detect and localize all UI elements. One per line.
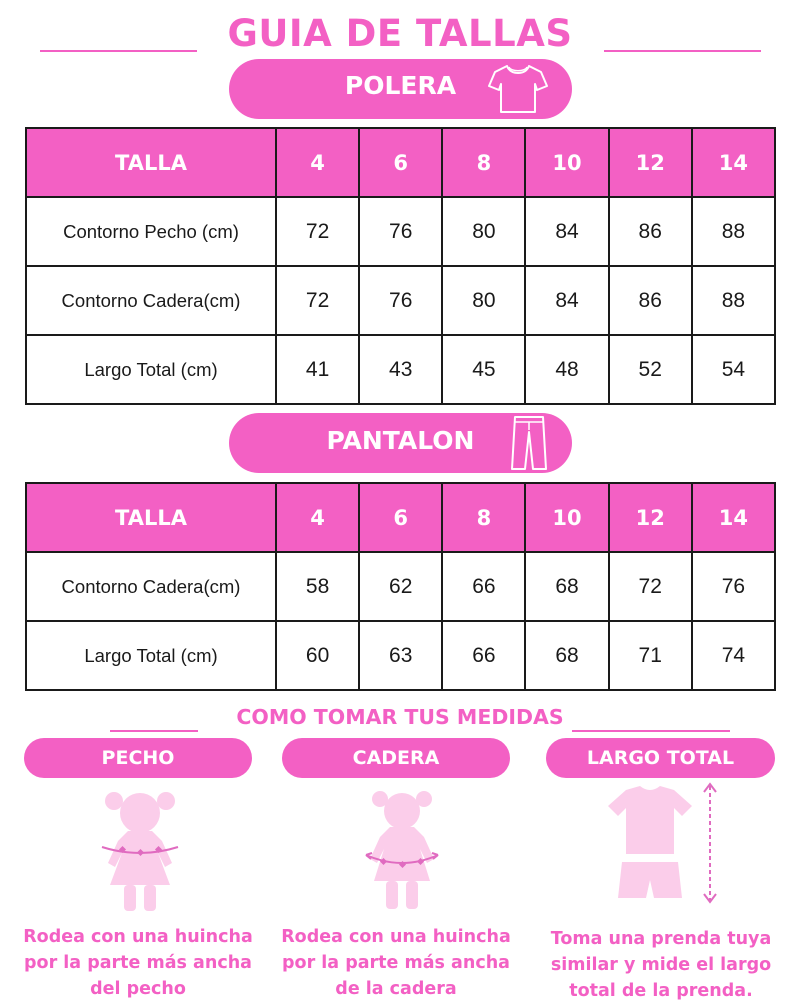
table-cell: 48 bbox=[525, 335, 608, 404]
cadera-instructions bbox=[272, 924, 520, 1000]
row-label: Largo Total (cm) bbox=[26, 621, 276, 690]
largo-total-pill: LARGO TOTAL bbox=[546, 738, 775, 778]
table-header-row bbox=[26, 483, 775, 552]
title-row bbox=[0, 8, 800, 54]
table-cell: 60 bbox=[276, 621, 359, 690]
table-cell: 76 bbox=[692, 552, 775, 621]
page-title: GUIA DE TALLAS bbox=[227, 12, 573, 55]
pantalon-label: PANTALON bbox=[326, 426, 475, 455]
table-cell: 86 bbox=[609, 197, 692, 266]
table-cell: 76 bbox=[359, 197, 442, 266]
heading-rule-left bbox=[110, 730, 198, 732]
header-cell: 12 bbox=[609, 483, 692, 552]
table-cell: 88 bbox=[692, 266, 775, 335]
table-row bbox=[26, 335, 775, 404]
table-cell: 66 bbox=[442, 621, 525, 690]
table-cell: 72 bbox=[276, 197, 359, 266]
table-cell: 52 bbox=[609, 335, 692, 404]
pecho-pill: PECHO bbox=[24, 738, 252, 778]
row-label: Contorno Cadera(cm) bbox=[26, 552, 276, 621]
table-cell: 76 bbox=[359, 266, 442, 335]
instruction-line: similar y mide el largo bbox=[550, 955, 772, 975]
header-cell: 10 bbox=[525, 483, 608, 552]
instruction-line: del pecho bbox=[90, 979, 186, 999]
table-row bbox=[26, 621, 775, 690]
table-cell: 88 bbox=[692, 197, 775, 266]
pantalon-banner bbox=[229, 413, 572, 473]
header-cell: 14 bbox=[692, 483, 775, 552]
table-cell: 63 bbox=[359, 621, 442, 690]
table-row bbox=[26, 552, 775, 621]
header-cell: 8 bbox=[442, 128, 525, 197]
instruction-line: Toma una prenda tuya bbox=[550, 929, 772, 949]
tshirt-icon bbox=[487, 62, 549, 120]
polera-banner bbox=[229, 59, 572, 119]
pantalon-size-table bbox=[25, 482, 776, 691]
row-label: Contorno Cadera(cm) bbox=[26, 266, 276, 335]
header-cell: 6 bbox=[359, 483, 442, 552]
heading-rule-right bbox=[572, 730, 730, 732]
table-cell: 54 bbox=[692, 335, 775, 404]
table-cell: 72 bbox=[276, 266, 359, 335]
table-cell: 80 bbox=[442, 266, 525, 335]
table-cell: 58 bbox=[276, 552, 359, 621]
header-cell: 12 bbox=[609, 128, 692, 197]
table-row bbox=[26, 266, 775, 335]
table-row bbox=[26, 197, 775, 266]
header-cell: TALLA bbox=[26, 128, 276, 197]
how-to-title: COMO TOMAR TUS MEDIDAS bbox=[236, 705, 564, 729]
table-cell: 41 bbox=[276, 335, 359, 404]
table-cell: 45 bbox=[442, 335, 525, 404]
table-cell: 86 bbox=[609, 266, 692, 335]
table-cell: 43 bbox=[359, 335, 442, 404]
header-cell: 10 bbox=[525, 128, 608, 197]
header-cell: 8 bbox=[442, 483, 525, 552]
largo-total-instructions bbox=[536, 926, 786, 1000]
table-cell: 72 bbox=[609, 552, 692, 621]
table-header-row bbox=[26, 128, 775, 197]
header-cell: 14 bbox=[692, 128, 775, 197]
table-cell: 62 bbox=[359, 552, 442, 621]
table-cell: 84 bbox=[525, 197, 608, 266]
table-cell: 80 bbox=[442, 197, 525, 266]
pants-icon bbox=[509, 414, 549, 476]
polera-size-table bbox=[25, 127, 776, 405]
instruction-line: total de la prenda. bbox=[569, 981, 753, 1000]
table-cell: 84 bbox=[525, 266, 608, 335]
garment-length-illustration bbox=[602, 780, 732, 910]
girl-chest-illustration bbox=[92, 785, 188, 919]
instruction-line: por la parte más ancha bbox=[24, 953, 252, 973]
how-to-measure-heading bbox=[0, 703, 800, 733]
cadera-pill: CADERA bbox=[282, 738, 510, 778]
instruction-line: de la cadera bbox=[335, 979, 457, 999]
header-cell: 4 bbox=[276, 483, 359, 552]
girl-hip-illustration bbox=[354, 785, 450, 919]
table-cell: 68 bbox=[525, 621, 608, 690]
instruction-line: Rodea con una huincha bbox=[281, 927, 511, 947]
row-label: Contorno Pecho (cm) bbox=[26, 197, 276, 266]
title-rule-right bbox=[604, 50, 761, 52]
header-cell: 4 bbox=[276, 128, 359, 197]
header-cell: 6 bbox=[359, 128, 442, 197]
table-cell: 71 bbox=[609, 621, 692, 690]
table-cell: 68 bbox=[525, 552, 608, 621]
pecho-instructions bbox=[14, 924, 262, 1000]
table-cell: 66 bbox=[442, 552, 525, 621]
polera-label: POLERA bbox=[344, 71, 457, 100]
header-cell: TALLA bbox=[26, 483, 276, 552]
instruction-line: por la parte más ancha bbox=[282, 953, 510, 973]
instruction-line: Rodea con una huincha bbox=[23, 927, 253, 947]
table-cell: 74 bbox=[692, 621, 775, 690]
row-label: Largo Total (cm) bbox=[26, 335, 276, 404]
